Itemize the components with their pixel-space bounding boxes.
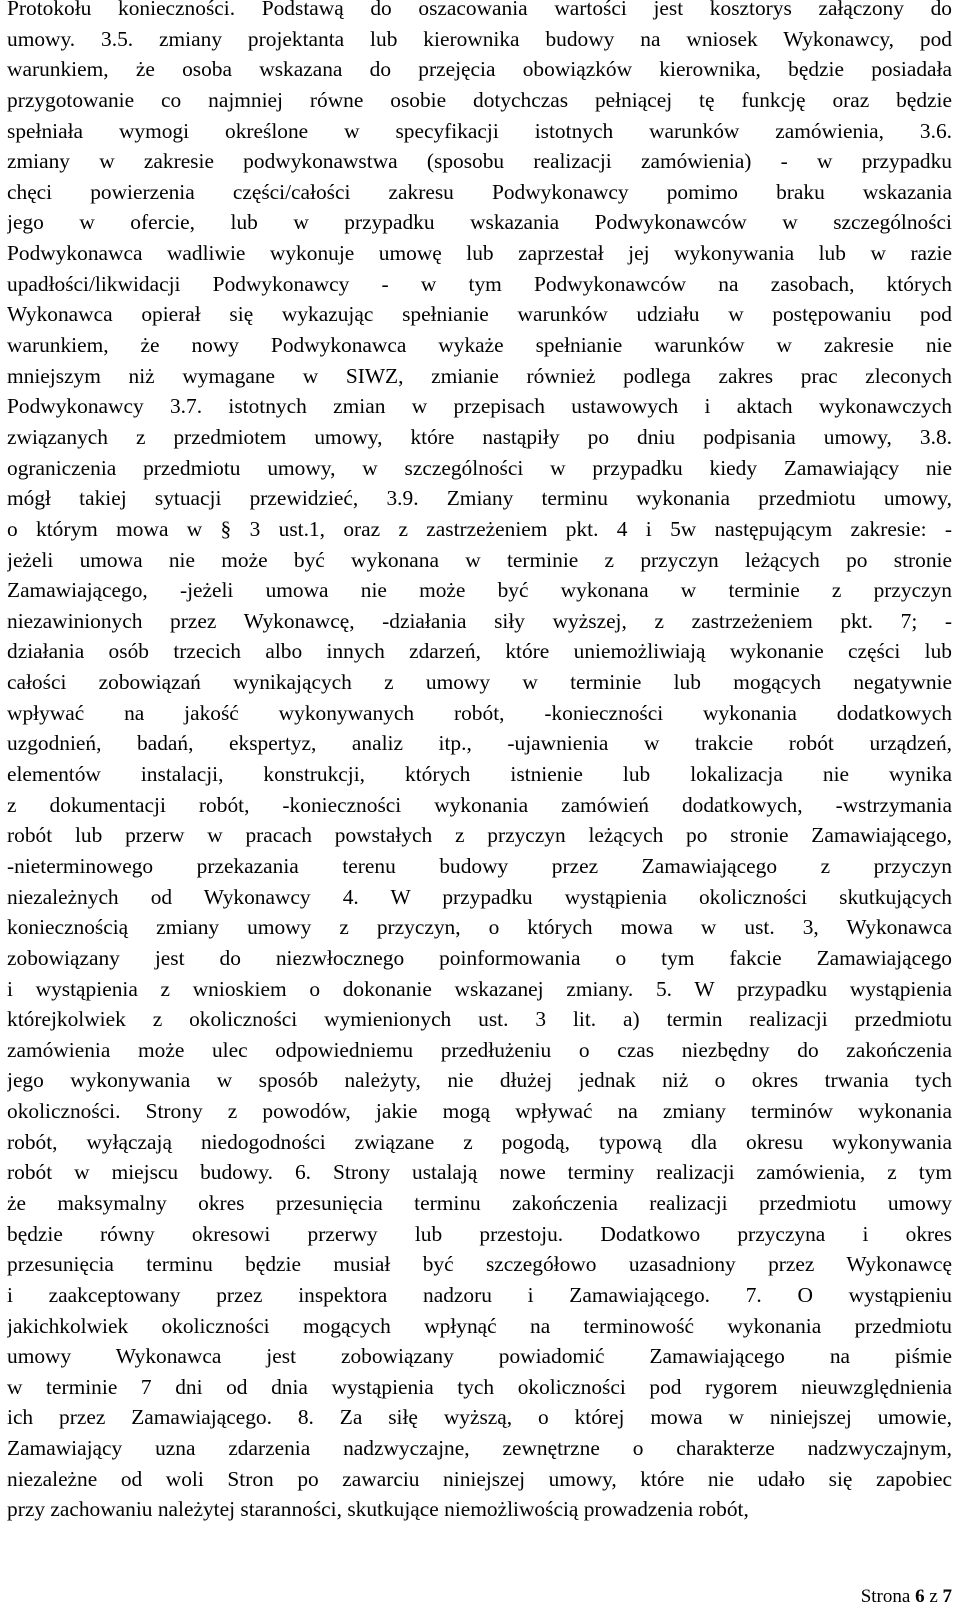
- text-line: spełniała wymogi określone w specyfikacji istotnych warunków zamówienia, 3.6.: [7, 118, 952, 143]
- text-line: koniecznością zmiany umowy z przyczyn, o których mowa w ust. 3, Wykonawca: [7, 915, 952, 940]
- text-line: i wystąpienia z wnioskiem o dokonanie wskazanej zmiany. 5. W przypadku wystąpienia: [7, 976, 952, 1001]
- text-line: jego wykonywania w sposób należyty, nie dłużej jednak niż o okres trwania tych: [7, 1068, 952, 1093]
- text-line: całości zobowiązań wynikających z umowy w terminie lub mogących negatywnie: [7, 670, 952, 695]
- text-line: niezależnych od Wykonawcy 4. W przypadku wystąpienia okoliczności skutkujących: [7, 884, 952, 909]
- text-line: elementów instalacji, konstrukcji, których istnienie lub lokalizacja nie wynika: [7, 762, 952, 787]
- text-line: o którym mowa w § 3 ust.1, oraz z zastrzeżeniem pkt. 4 i 5w następującym zakresie: -: [7, 516, 952, 541]
- text-line: działania osób trzecich albo innych zdarzeń, które uniemożliwiają wykonanie części lub: [7, 639, 952, 664]
- text-line: robót, wyłączają niedogodności związane z pogodą, typową dla okresu wykonywania: [7, 1129, 952, 1154]
- text-line: jakichkolwiek okoliczności mogących wpłynąć na terminowość wykonania przedmiotu: [7, 1313, 952, 1338]
- text-line: wpływać na jakość wykonywanych robót, -konieczności wykonania dodatkowych: [7, 700, 952, 725]
- text-line: którejkolwiek z okoliczności wymienionych ust. 3 lit. a) termin realizacji przedmiotu: [7, 1007, 952, 1032]
- text-line: że maksymalny okres przesunięcia terminu zakończenia realizacji przedmiotu umowy: [7, 1190, 952, 1215]
- body-text: [7, 0, 952, 1525]
- text-line: jego w ofercie, lub w przypadku wskazania Podwykonawców w szczególności: [7, 210, 952, 235]
- text-line: będzie równy okresowi przerwy lub przestoju. Dodatkowo przyczyna i okres: [7, 1221, 952, 1246]
- page-label: Strona: [860, 1586, 911, 1607]
- text-line: zmiany w zakresie podwykonawstwa (sposobu realizacji zamówienia) - w przypadku: [7, 149, 952, 174]
- text-line: Zamawiający uzna zdarzenia nadzwyczajne, zewnętrzne o charakterze nadzwyczajnym,: [7, 1436, 952, 1461]
- text-line: i zaakceptowany przez inspektora nadzoru i Zamawiającego. 7. O wystąpieniu: [7, 1282, 952, 1307]
- text-line: zamówienia może ulec odpowiedniemu przedłużeniu o czas niezbędny do zakończenia: [7, 1037, 952, 1062]
- text-line: robót w miejscu budowy. 6. Strony ustalają nowe terminy realizacji zamówienia, z tym: [7, 1160, 952, 1185]
- text-line: Zamawiającego, -jeżeli umowa nie może być wykonana w terminie z przyczyn: [7, 578, 952, 603]
- text-line: niezawinionych przez Wykonawcę, -działania siły wyższej, z zastrzeżeniem pkt. 7; -: [7, 608, 952, 633]
- text-line: w terminie 7 dni od dnia wystąpienia tych okoliczności pod rygorem nieuwzględnienia: [7, 1374, 952, 1399]
- text-line: związanych z przedmiotem umowy, które nastąpiły po dniu podpisania umowy, 3.8.: [7, 424, 952, 449]
- text-line: umowy Wykonawca jest zobowiązany powiadomić Zamawiającego na piśmie: [7, 1344, 952, 1369]
- text-line: zobowiązany jest do niezwłocznego poinformowania o tym fakcie Zamawiającego: [7, 945, 952, 970]
- text-line: chęci powierzenia części/całości zakresu Podwykonawcy pomimo braku wskazania: [7, 179, 952, 204]
- text-line: ograniczenia przedmiotu umowy, w szczególności w przypadku kiedy Zamawiający nie: [7, 455, 952, 480]
- text-line: przygotowanie co najmniej równe osobie dotychczas pełniącej tę funkcję oraz będzie: [7, 87, 952, 112]
- text-line: ich przez Zamawiającego. 8. Za siłę wyższą, o której mowa w niniejszej umowie,: [7, 1405, 952, 1430]
- text-line: jeżeli umowa nie może być wykonana w terminie z przyczyn leżących po stronie: [7, 547, 952, 572]
- page-separator: z: [929, 1586, 938, 1607]
- text-line: Podwykonawca wadliwie wykonuje umowę lub zaprzestał jej wykonywania lub w razie: [7, 241, 952, 266]
- text-line: z dokumentacji robót, -konieczności wykonania zamówień dodatkowych, -wstrzymania: [7, 792, 952, 817]
- text-line: robót lub przerw w pracach powstałych z przyczyn leżących po stronie Zamawiającego,: [7, 823, 952, 848]
- text-line: niezależne od woli Stron po zawarciu niniejszej umowy, które nie udało się zapobiec: [7, 1466, 952, 1491]
- text-line: -nieterminowego przekazania terenu budowy przez Zamawiającego z przyczyn: [7, 853, 952, 878]
- text-line: przy zachowaniu należytej staranności, skutkujące niemożliwością prowadzenia robót,: [7, 1497, 749, 1522]
- text-line: mógł takiej sytuacji przewidzieć, 3.9. Zmiany terminu wykonania przedmiotu umowy,: [7, 486, 952, 511]
- current-page-number: 6: [915, 1586, 925, 1607]
- page-number-footer: [861, 1586, 952, 1608]
- text-line: Podwykonawcy 3.7. istotnych zmian w przepisach ustawowych i aktach wykonawczych: [7, 394, 952, 419]
- text-line: warunkiem, że nowy Podwykonawca wykaże spełnianie warunków w zakresie nie: [7, 333, 952, 358]
- text-line: Protokołu konieczności. Podstawą do oszacowania wartości jest kosztorys załączony do: [7, 0, 952, 20]
- text-line: przesunięcia terminu będzie musiał być szczegółowo uzasadniony przez Wykonawcę: [7, 1252, 952, 1277]
- text-line: uzgodnień, badań, ekspertyz, analiz itp., -ujawnienia w trakcie robót urządzeń,: [7, 731, 952, 756]
- total-pages-number: 7: [942, 1586, 952, 1607]
- text-line: okoliczności. Strony z powodów, jakie mogą wpływać na zmiany terminów wykonania: [7, 1099, 952, 1124]
- text-line: warunkiem, że osoba wskazana do przejęcia obowiązków kierownika, będzie posiadała: [7, 57, 952, 82]
- text-line: upadłości/likwidacji Podwykonawcy - w tym Podwykonawców na zasobach, których: [7, 271, 952, 296]
- text-line: umowy. 3.5. zmiany projektanta lub kierownika budowy na wniosek Wykonawcy, pod: [7, 26, 952, 51]
- text-line: mniejszym niż wymagane w SIWZ, zmianie również podlega zakres prac zleconych: [7, 363, 952, 388]
- text-line: Wykonawca opierał się wykazując spełnianie warunków udziału w postępowaniu pod: [7, 302, 952, 327]
